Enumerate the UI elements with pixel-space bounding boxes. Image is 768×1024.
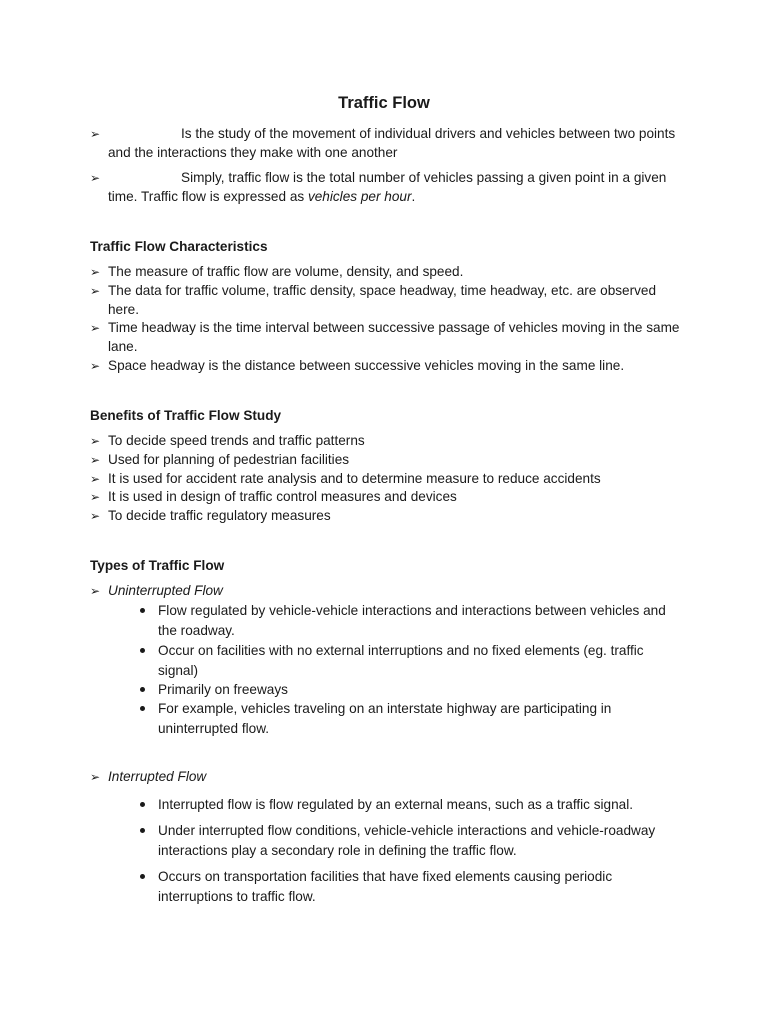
interrupted-flow-item	[90, 768, 690, 787]
benefits-item: ➢ To decide speed trends and traffic patterns	[90, 432, 690, 451]
bullet-dot-icon	[140, 828, 145, 833]
benefits-item: ➢ To decide traffic regulatory measures	[90, 507, 690, 526]
bullet-dot-icon	[140, 802, 145, 807]
characteristics-item: ➢ Time headway is the time interval between successive passage of vehicles moving in the same lane.	[90, 320, 680, 354]
page-title: Traffic Flow	[338, 94, 430, 112]
bullet-dot-icon	[140, 608, 145, 613]
interrupted-bullet: Under interrupted flow conditions, vehicle-vehicle interactions and vehicle-roadway interactions play a secondary role in defining the traffic flow.	[140, 821, 685, 860]
intro-definition-text: Is the study of the movement of individual drivers and vehicles between two points and the interactions they make with one another	[108, 126, 676, 160]
intro-item-definition	[90, 125, 690, 162]
arrow-bullet-icon: ➢	[90, 509, 101, 523]
uninterrupted-bullet: Occur on facilities with no external interruptions and no fixed elements (eg. traffic signal)	[140, 641, 685, 680]
uninterrupted-bullet: For example, vehicles traveling on an interstate highway are participating in uninterrupted flow.	[140, 699, 685, 738]
arrow-bullet-icon: ➢	[90, 127, 101, 141]
arrow-bullet-icon: ➢	[90, 434, 101, 448]
interrupted-flow-label: Interrupted Flow	[108, 769, 207, 784]
arrow-bullet-icon: ➢	[90, 171, 101, 185]
intro-emphasis: vehicles per hour	[307, 188, 412, 204]
arrow-bullet-icon: ➢	[90, 284, 101, 298]
arrow-bullet-icon: ➢	[90, 321, 101, 335]
arrow-bullet-icon: ➢	[90, 584, 101, 598]
types-heading: Types of Traffic Flow	[90, 558, 225, 573]
arrow-bullet-icon: ➢	[90, 359, 101, 373]
interrupted-bullet: Occurs on transportation facilities that have fixed elements causing periodic interruptions to traffic flow.	[140, 867, 685, 906]
uninterrupted-bullet: Flow regulated by vehicle-vehicle interactions and interactions between vehicles and the roadway.	[140, 601, 685, 640]
intro-simply-text: Simply, traffic flow is the total number of vehicles passing a given point in a given time. Traffic flow is expressed as	[108, 170, 667, 204]
benefits-item: ➢ It is used in design of traffic control measures and devices	[90, 488, 690, 507]
arrow-bullet-icon: ➢	[90, 472, 101, 486]
uninterrupted-flow-label: Uninterrupted Flow	[108, 583, 223, 598]
benefits-item: ➢ It is used for accident rate analysis and to determine measure to reduce accidents	[90, 470, 690, 489]
benefits-item: ➢ Used for planning of pedestrian facilities	[90, 451, 690, 470]
uninterrupted-bullet: Primarily on freeways	[140, 680, 685, 700]
bullet-dot-icon	[140, 874, 145, 879]
benefits-heading: Benefits of Traffic Flow Study	[90, 408, 282, 423]
characteristics-item: ➢ The measure of traffic flow are volume, density, and speed.	[90, 263, 690, 282]
arrow-bullet-icon: ➢	[90, 265, 101, 279]
arrow-bullet-icon: ➢	[90, 770, 101, 784]
intro-item-simply	[90, 169, 690, 206]
uninterrupted-flow-item	[90, 582, 690, 601]
characteristics-item: ➢ The data for traffic volume, traffic density, space headway, time headway, etc. are observed here.	[90, 283, 657, 317]
characteristics-heading: Traffic Flow Characteristics	[90, 239, 268, 254]
characteristics-item: ➢ Space headway is the distance between successive vehicles moving in the same line.	[90, 357, 690, 376]
arrow-bullet-icon: ➢	[90, 490, 101, 504]
arrow-bullet-icon: ➢	[90, 453, 101, 467]
bullet-dot-icon	[140, 706, 145, 711]
intro-suffix: .	[411, 188, 416, 204]
interrupted-bullet: Interrupted flow is flow regulated by an external means, such as a traffic signal.	[140, 795, 685, 815]
bullet-dot-icon	[140, 687, 145, 692]
bullet-dot-icon	[140, 648, 145, 653]
